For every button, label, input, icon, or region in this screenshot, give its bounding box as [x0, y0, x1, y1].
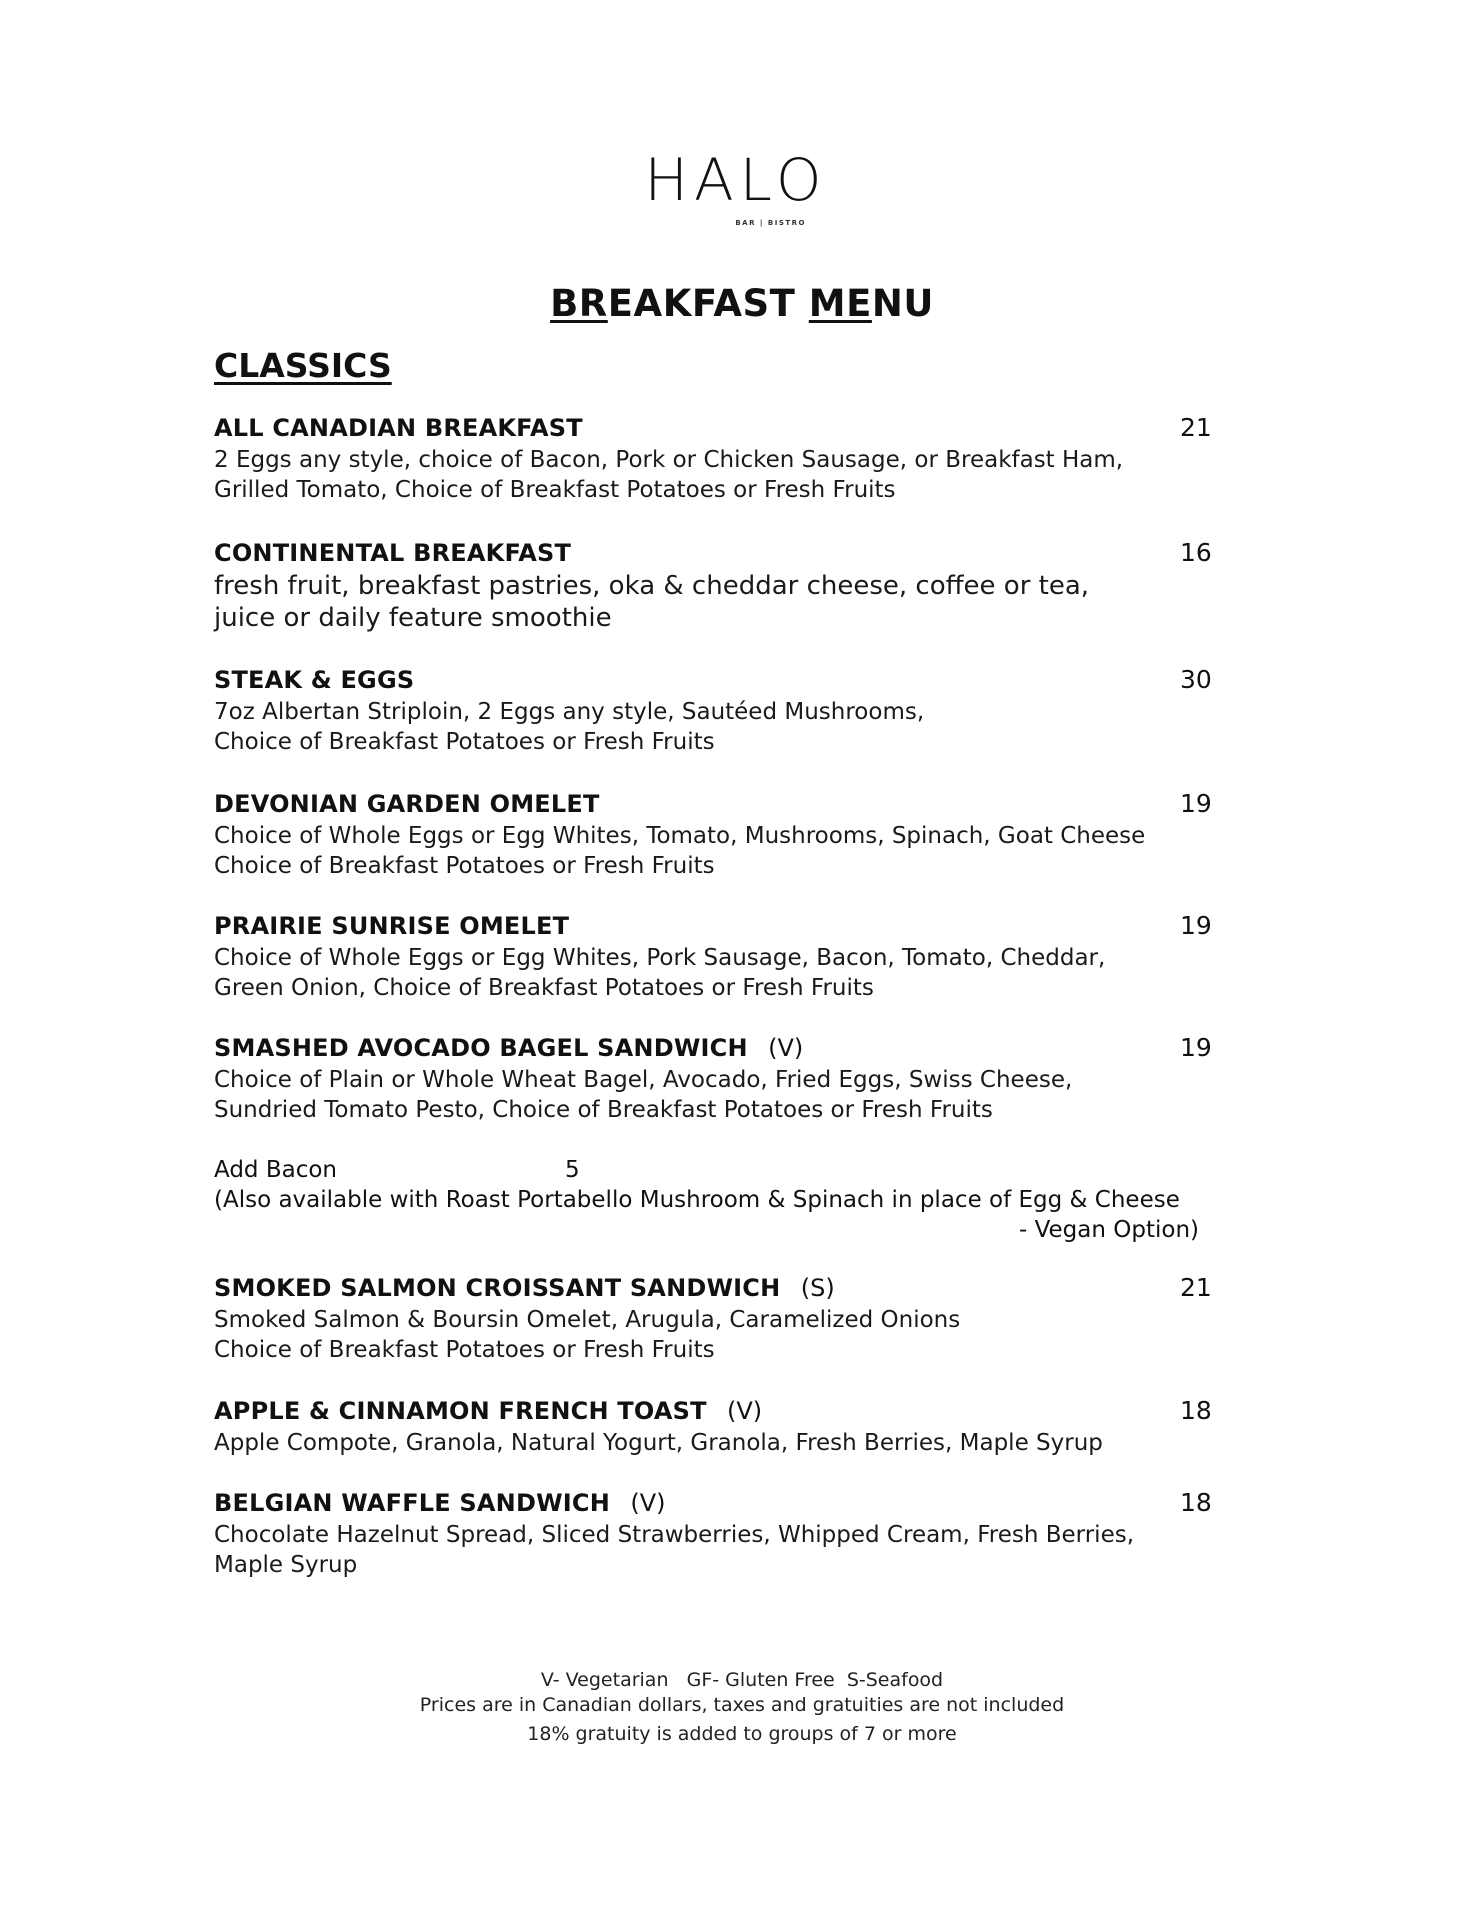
item-dietary-tag: (V): [752, 1034, 804, 1062]
item-description-line: Choice of Breakfast Potatoes or Fresh Fruits: [214, 1337, 715, 1363]
menu-item: [214, 787, 1214, 881]
item-price: 18: [1180, 1488, 1212, 1517]
item-description-line: fresh fruit, breakfast pastries, oka & cheddar cheese, coffee or tea,: [214, 571, 1090, 601]
addon-price: 5: [565, 1157, 580, 1183]
addon-block: [214, 1155, 1214, 1245]
item-name: BELGIAN WAFFLE SANDWICH: [214, 1489, 610, 1517]
item-price: 21: [1180, 413, 1212, 442]
title-part-1: BR: [550, 282, 608, 325]
item-description-line: Sundried Tomato Pesto, Choice of Breakfast Potatoes or Fresh Fruits: [214, 1097, 993, 1123]
menu-item: [214, 663, 1214, 757]
menu-item: [214, 1394, 1214, 1458]
section-heading: CLASSICS: [214, 346, 392, 385]
menu-item: [214, 411, 1214, 505]
item-price: 30: [1180, 665, 1212, 694]
prices-note: Prices are in Canadian dollars, taxes and gratuities are not included: [419, 1694, 1065, 1716]
item-name: SMOKED SALMON CROISSANT SANDWICH: [214, 1274, 781, 1302]
footer-notes: [0, 1668, 1484, 1747]
title-part-3: ME: [808, 282, 872, 325]
item-description-line: Choice of Whole Eggs or Egg Whites, Pork Sausage, Bacon, Tomato, Cheddar,: [214, 945, 1106, 971]
item-name: CONTINENTAL BREAKFAST: [214, 539, 572, 567]
menu-item: [214, 1031, 1214, 1125]
addon-label: Add Bacon: [214, 1157, 338, 1183]
item-description-line: juice or daily feature smoothie: [214, 603, 612, 633]
item-price: 19: [1180, 1033, 1212, 1062]
item-description-line: Chocolate Hazelnut Spread, Sliced Strawberries, Whipped Cream, Fresh Berries,: [214, 1522, 1135, 1548]
logo-text: HALO: [644, 150, 828, 214]
item-price: 21: [1180, 1273, 1212, 1302]
addon-note-line: - Vegan Option): [1018, 1217, 1199, 1243]
item-price: 19: [1180, 911, 1212, 940]
menu-item: [214, 536, 1214, 634]
item-name: PRAIRIE SUNRISE OMELET: [214, 912, 570, 940]
item-description-line: Grilled Tomato, Choice of Breakfast Potatoes or Fresh Fruits: [214, 477, 896, 503]
item-description-line: Choice of Plain or Whole Wheat Bagel, Avocado, Fried Eggs, Swiss Cheese,: [214, 1067, 1073, 1093]
item-price: 18: [1180, 1396, 1212, 1425]
title-part-4: NU: [871, 282, 934, 325]
item-description-line: 2 Eggs any style, choice of Bacon, Pork or Chicken Sausage, or Breakfast Ham,: [214, 447, 1124, 473]
item-description-line: Smoked Salmon & Boursin Omelet, Arugula, Caramelized Onions: [214, 1307, 961, 1333]
item-price: 19: [1180, 789, 1212, 818]
item-description-line: Choice of Whole Eggs or Egg Whites, Tomato, Mushrooms, Spinach, Goat Cheese: [214, 823, 1146, 849]
item-name: DEVONIAN GARDEN OMELET: [214, 790, 600, 818]
item-name: ALL CANADIAN BREAKFAST: [214, 414, 583, 442]
page-title: [0, 282, 1484, 325]
gratuity-note: 18% gratuity is added to groups of 7 or more: [527, 1723, 957, 1745]
item-dietary-tag: (V): [615, 1489, 666, 1517]
menu-item: [214, 909, 1214, 1003]
halo-logo: [626, 150, 846, 230]
item-description-line: Choice of Breakfast Potatoes or Fresh Fruits: [214, 853, 715, 879]
item-name: SMASHED AVOCADO BAGEL SANDWICH: [214, 1034, 748, 1062]
dietary-legend: V- Vegetarian GF- Gluten Free S-Seafood: [540, 1669, 944, 1691]
item-description-line: Apple Compote, Granola, Natural Yogurt, Granola, Fresh Berries, Maple Syrup: [214, 1430, 1103, 1456]
logo-subtitle: BAR | BISTRO: [735, 219, 806, 227]
item-description-line: Choice of Breakfast Potatoes or Fresh Fruits: [214, 729, 715, 755]
menu-item: [214, 1486, 1214, 1580]
item-price: 16: [1180, 538, 1212, 567]
item-name: APPLE & CINNAMON FRENCH TOAST: [214, 1397, 707, 1425]
addon-note-line: (Also available with Roast Portabello Mushroom & Spinach in place of Egg & Cheese: [214, 1187, 1180, 1213]
title-part-2: EAKFAST: [607, 282, 809, 325]
item-description-line: 7oz Albertan Striploin, 2 Eggs any style, Sautéed Mushrooms,: [214, 699, 925, 725]
item-description-line: Green Onion, Choice of Breakfast Potatoes or Fresh Fruits: [214, 975, 874, 1001]
item-name: STEAK & EGGS: [214, 666, 415, 694]
item-dietary-tag: (S): [785, 1274, 835, 1302]
item-description-line: Maple Syrup: [214, 1552, 358, 1578]
menu-item: [214, 1271, 1214, 1365]
item-dietary-tag: (V): [711, 1397, 763, 1425]
